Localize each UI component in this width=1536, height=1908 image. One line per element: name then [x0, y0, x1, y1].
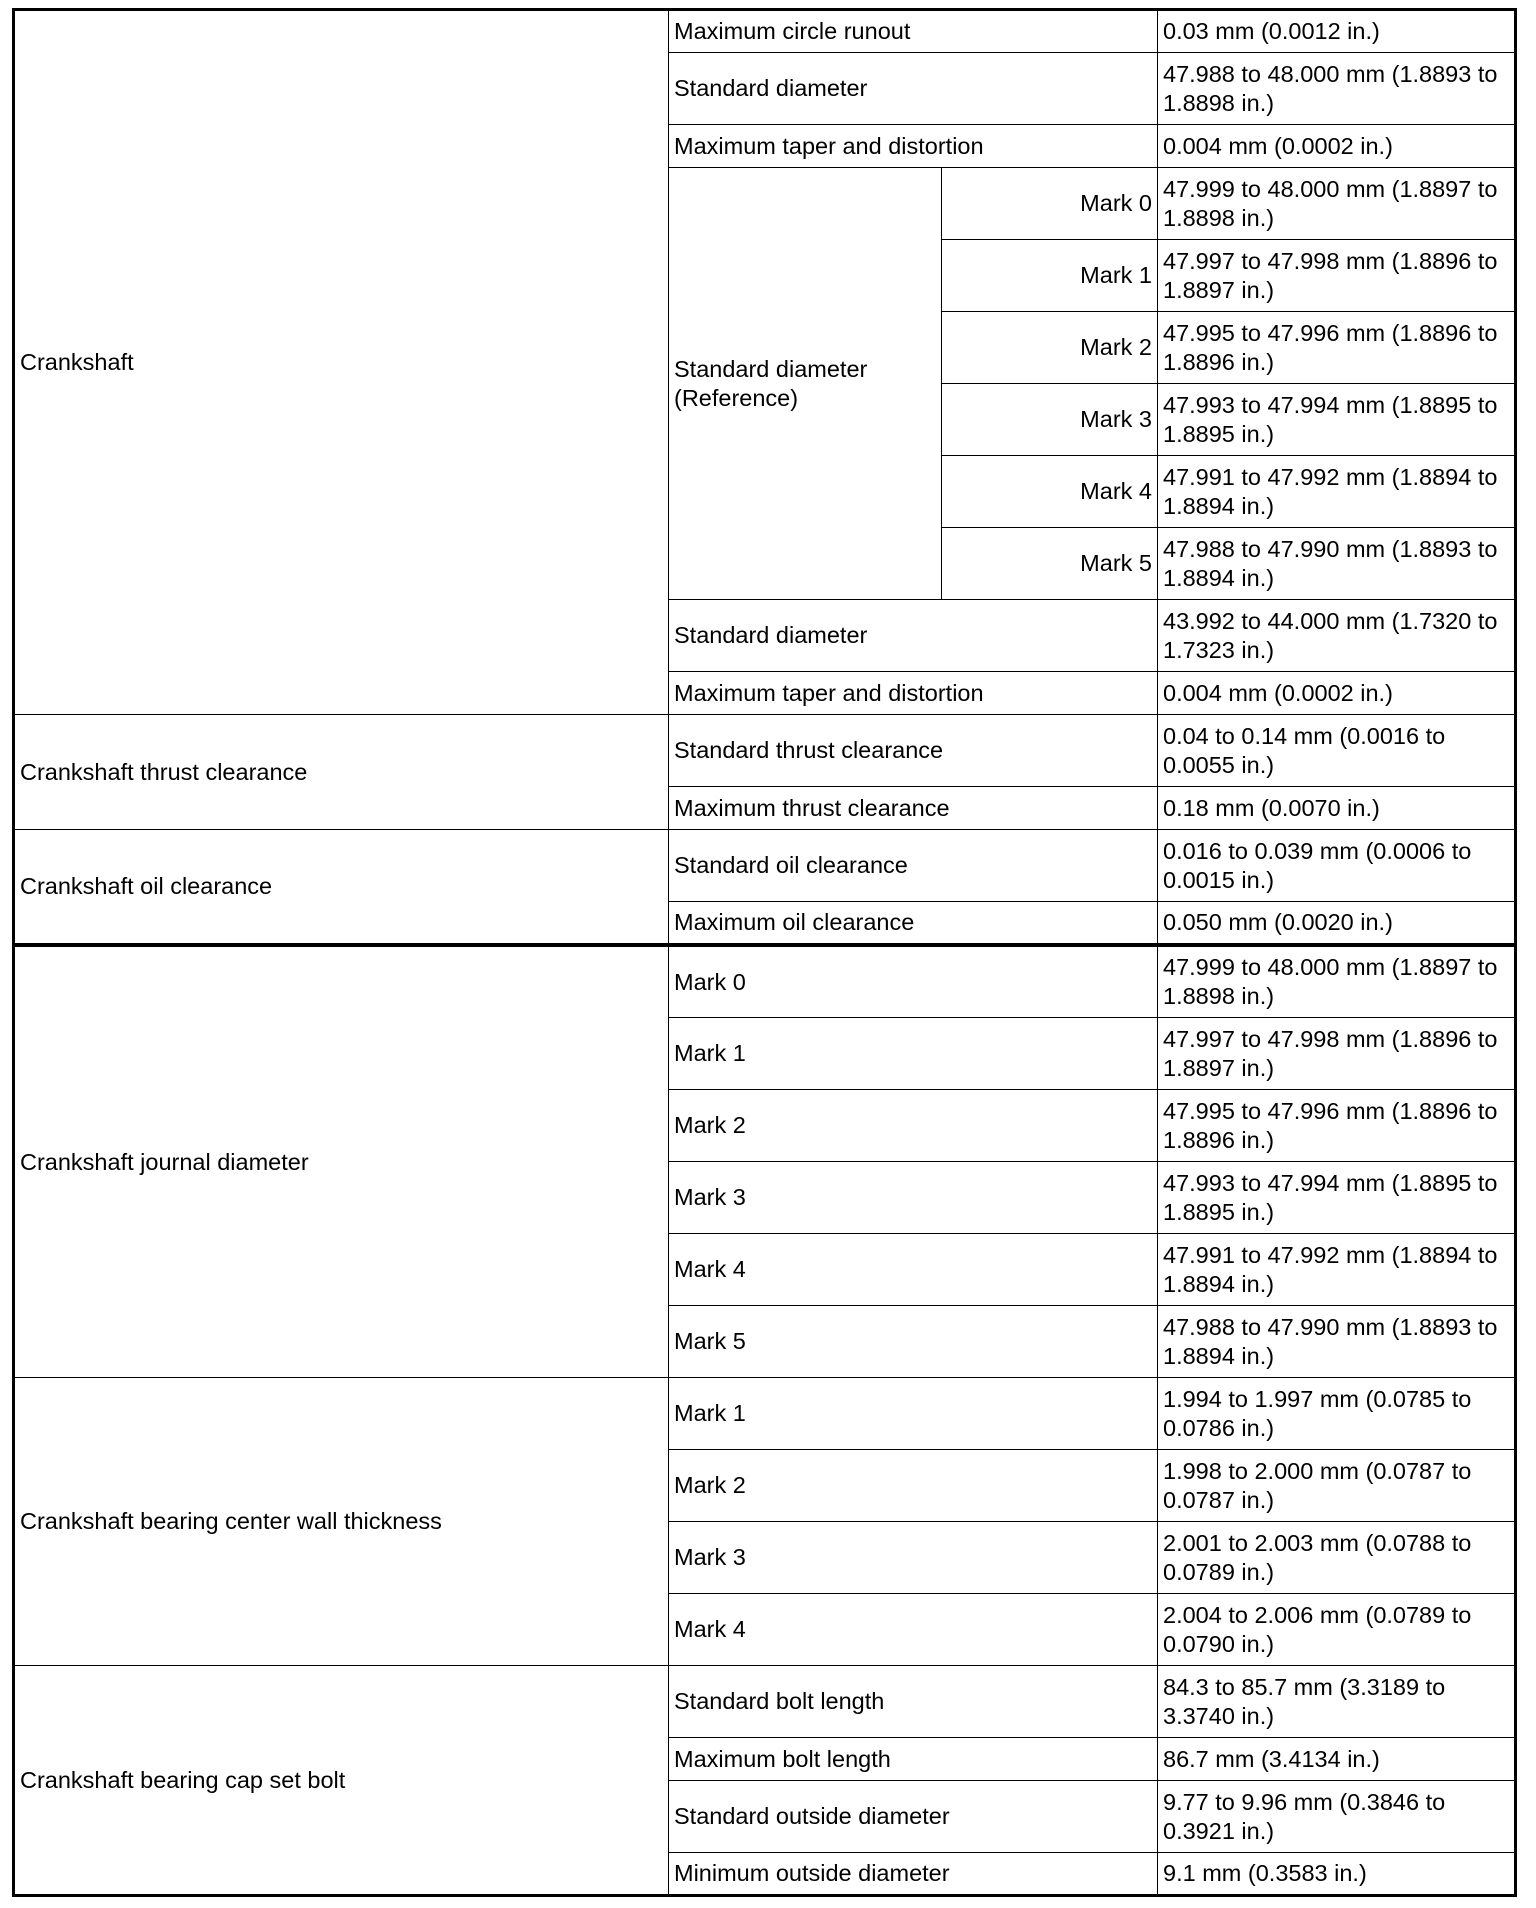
spec-value: 47.991 to 47.992 mm (1.8894 to 1.8894 in.): [1158, 456, 1516, 528]
param-label: Standard bolt length: [669, 1666, 1158, 1738]
spec-value: 47.995 to 47.996 mm (1.8896 to 1.8896 in.): [1158, 312, 1516, 384]
param-label: Maximum taper and distortion: [669, 672, 1158, 715]
mark-label: Mark 2: [942, 312, 1158, 384]
spec-value: 0.04 to 0.14 mm (0.0016 to 0.0055 in.): [1158, 715, 1516, 787]
group-label-oil-clearance: Crankshaft oil clearance: [14, 830, 669, 945]
mark-label: Mark 1: [942, 240, 1158, 312]
spec-value: 47.988 to 47.990 mm (1.8893 to 1.8894 in.): [1158, 528, 1516, 600]
param-label: Maximum oil clearance: [669, 902, 1158, 945]
spec-value: 84.3 to 85.7 mm (3.3189 to 3.3740 in.): [1158, 1666, 1516, 1738]
spec-value: 9.1 mm (0.3583 in.): [1158, 1853, 1516, 1896]
param-label: Standard outside diameter: [669, 1781, 1158, 1853]
spec-value: 47.997 to 47.998 mm (1.8896 to 1.8897 in.): [1158, 1018, 1516, 1090]
group-label-journal-diameter: Crankshaft journal diameter: [14, 946, 669, 1378]
spec-value: 0.004 mm (0.0002 in.): [1158, 125, 1516, 168]
group-label-thrust-clearance: Crankshaft thrust clearance: [14, 715, 669, 830]
mark-label: Mark 5: [942, 528, 1158, 600]
spec-value: 2.001 to 2.003 mm (0.0788 to 0.0789 in.): [1158, 1522, 1516, 1594]
mark-label: Mark 0: [942, 168, 1158, 240]
param-label: Minimum outside diameter: [669, 1853, 1158, 1896]
mark-label: Mark 3: [942, 384, 1158, 456]
spec-value: 47.988 to 48.000 mm (1.8893 to 1.8898 in.): [1158, 53, 1516, 125]
param-label: Standard diameter: [669, 53, 1158, 125]
spec-value: 43.992 to 44.000 mm (1.7320 to 1.7323 in.): [1158, 600, 1516, 672]
spec-value: 2.004 to 2.006 mm (0.0789 to 0.0790 in.): [1158, 1594, 1516, 1666]
spec-value: 47.993 to 47.994 mm (1.8895 to 1.8895 in.): [1158, 384, 1516, 456]
crankshaft-spec-table: [12, 8, 1517, 946]
param-label: Mark 2: [669, 1450, 1158, 1522]
mark-label: Mark 4: [942, 456, 1158, 528]
param-label: Mark 1: [669, 1378, 1158, 1450]
param-label: Mark 0: [669, 946, 1158, 1018]
spec-value: 0.050 mm (0.0020 in.): [1158, 902, 1516, 945]
spec-value: 47.995 to 47.996 mm (1.8896 to 1.8896 in.): [1158, 1090, 1516, 1162]
param-label: Mark 5: [669, 1306, 1158, 1378]
spec-value: 1.994 to 1.997 mm (0.0785 to 0.0786 in.): [1158, 1378, 1516, 1450]
param-label: Mark 1: [669, 1018, 1158, 1090]
journal-bearing-spec-table: [12, 944, 1517, 1897]
param-label: Maximum taper and distortion: [669, 125, 1158, 168]
spec-value: 0.03 mm (0.0012 in.): [1158, 10, 1516, 53]
table-row: [14, 715, 1516, 787]
param-label: Mark 2: [669, 1090, 1158, 1162]
spec-value: 86.7 mm (3.4134 in.): [1158, 1738, 1516, 1781]
group-label-cap-set-bolt: Crankshaft bearing cap set bolt: [14, 1666, 669, 1896]
table-row: [14, 1378, 1516, 1450]
param-label: Standard oil clearance: [669, 830, 1158, 902]
spec-value: 0.016 to 0.039 mm (0.0006 to 0.0015 in.): [1158, 830, 1516, 902]
param-label: Standard thrust clearance: [669, 715, 1158, 787]
spec-value: 9.77 to 9.96 mm (0.3846 to 0.3921 in.): [1158, 1781, 1516, 1853]
spec-value: 47.988 to 47.990 mm (1.8893 to 1.8894 in.): [1158, 1306, 1516, 1378]
spec-value: 0.18 mm (0.0070 in.): [1158, 787, 1516, 830]
param-label: Maximum bolt length: [669, 1738, 1158, 1781]
param-label: Maximum circle runout: [669, 10, 1158, 53]
spec-value: 0.004 mm (0.0002 in.): [1158, 672, 1516, 715]
spec-value: 47.999 to 48.000 mm (1.8897 to 1.8898 in.): [1158, 168, 1516, 240]
group-label-crankshaft: Crankshaft: [14, 10, 669, 715]
table-row: [14, 946, 1516, 1018]
spec-value: 1.998 to 2.000 mm (0.0787 to 0.0787 in.): [1158, 1450, 1516, 1522]
spec-value: 47.997 to 47.998 mm (1.8896 to 1.8897 in.): [1158, 240, 1516, 312]
param-label: Mark 3: [669, 1522, 1158, 1594]
param-label: Standard diameter: [669, 600, 1158, 672]
table-row: [14, 1666, 1516, 1738]
param-label: Maximum thrust clearance: [669, 787, 1158, 830]
group-label-bearing-wall-thickness: Crankshaft bearing center wall thickness: [14, 1378, 669, 1666]
param-label: Mark 4: [669, 1594, 1158, 1666]
spec-value: 47.999 to 48.000 mm (1.8897 to 1.8898 in.): [1158, 946, 1516, 1018]
param-label: Mark 4: [669, 1234, 1158, 1306]
param-label-reference: Standard diameter (Reference): [669, 168, 942, 600]
table-row: [14, 10, 1516, 53]
param-label: Mark 3: [669, 1162, 1158, 1234]
table-row: [14, 830, 1516, 902]
spec-value: 47.991 to 47.992 mm (1.8894 to 1.8894 in.): [1158, 1234, 1516, 1306]
spec-value: 47.993 to 47.994 mm (1.8895 to 1.8895 in.): [1158, 1162, 1516, 1234]
